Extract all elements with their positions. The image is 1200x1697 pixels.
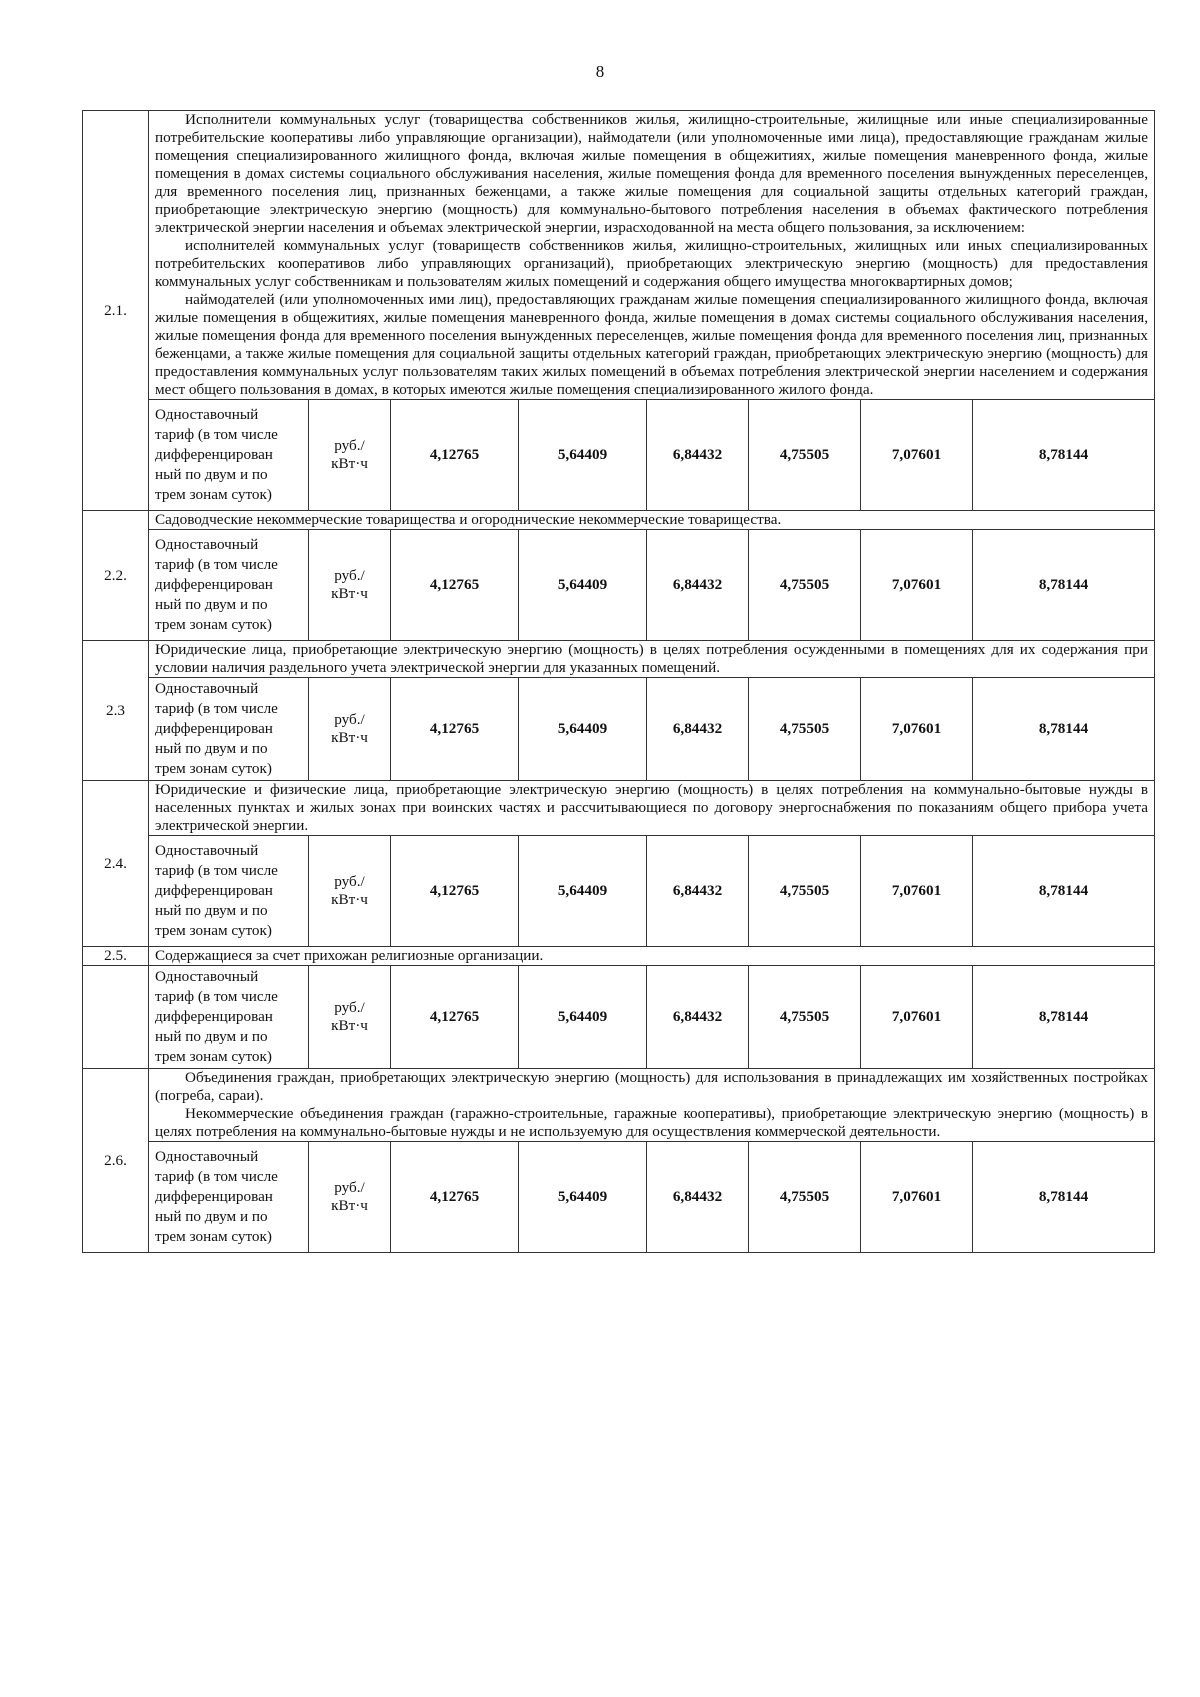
unit-line: кВт·ч <box>331 729 368 746</box>
tariff-value: 6,84432 <box>647 400 749 511</box>
tariff-name-line: тариф (в том числе <box>155 426 278 443</box>
unit <box>309 678 391 781</box>
tariff-name <box>149 836 309 947</box>
tariff-name-line: Одноставочный <box>155 968 259 985</box>
description-paragraph: исполнителей коммунальных услуг (товариществ собственников жилья, жилищно-строительных, жилищных или иных специализированных потребительских кооперативов либо управляющих организаций), приобретающих электрическую энергию (мощность) для предоставления коммунальных услуг собственникам и пользователям жилых помещений и содержания общего имущества многоквартирных домов; <box>155 237 1148 290</box>
tariff-value: 4,75505 <box>749 678 861 781</box>
tariff-value: 4,12765 <box>391 678 519 781</box>
section-description <box>149 1069 1155 1142</box>
tariff-value: 7,07601 <box>861 836 973 947</box>
description-paragraph: Объединения граждан, приобретающих электрическую энергию (мощность) для использования в принадлежащих им хозяйственных постройках (погреба, сараи). <box>155 1069 1148 1104</box>
section-description <box>149 947 1155 966</box>
tariff-value: 6,84432 <box>647 966 749 1069</box>
unit-line: руб./ <box>334 437 365 454</box>
tariff-value: 5,64409 <box>519 1142 647 1253</box>
tariff-name <box>149 1142 309 1253</box>
tariff-name-line: Одноставочный <box>155 406 259 423</box>
description-paragraph: Юридические и физические лица, приобретающие электрическую энергию (мощность) в целях потребления на коммунально-бытовые нужды в населенных пунктах и жилых зонах при воинских частях и рассчитывающиеся по договору энергоснабжения по показаниям общего прибора учета электрической энергии. <box>155 781 1148 834</box>
tariff-name-line: ный по двум и по <box>155 1028 268 1045</box>
tariff-value: 7,07601 <box>861 530 973 641</box>
tariff-value: 8,78144 <box>973 1142 1155 1253</box>
unit-line: кВт·ч <box>331 1017 368 1034</box>
tariff-name-line: Одноставочный <box>155 536 259 553</box>
unit-line: кВт·ч <box>331 891 368 908</box>
unit-line: руб./ <box>334 873 365 890</box>
description-paragraph: Садоводческие некоммерческие товарищества и огороднические некоммерческие товарищества. <box>155 511 782 528</box>
tariff-name-line: Одноставочный <box>155 680 259 697</box>
tariff-name-line: тариф (в том числе <box>155 1168 278 1185</box>
tariff-value: 7,07601 <box>861 678 973 781</box>
section-number: 2.1. <box>83 111 149 511</box>
tariff-value: 4,75505 <box>749 530 861 641</box>
tariff-name-line: трем зонам суток) <box>155 922 272 939</box>
unit-line: руб./ <box>334 711 365 728</box>
tariff-rate-row <box>83 966 1155 1069</box>
tariff-name-line: Одноставочный <box>155 842 259 859</box>
tariff-value: 4,75505 <box>749 1142 861 1253</box>
section-description-row <box>83 111 1155 400</box>
tariff-value: 4,75505 <box>749 836 861 947</box>
tariff-value: 5,64409 <box>519 400 647 511</box>
tariff-value: 4,75505 <box>749 966 861 1069</box>
tariff-value: 4,12765 <box>391 400 519 511</box>
tariff-name-line: трем зонам суток) <box>155 616 272 633</box>
tariff-name-line: Одноставочный <box>155 1148 259 1165</box>
tariff-value: 4,12765 <box>391 530 519 641</box>
tariff-name <box>149 400 309 511</box>
unit <box>309 1142 391 1253</box>
tariff-name-line: тариф (в том числе <box>155 988 278 1005</box>
section-number: 2.2. <box>83 511 149 641</box>
section-description-row <box>83 511 1155 530</box>
description-paragraph: Содержащиеся за счет прихожан религиозные организации. <box>155 947 544 964</box>
page-number: 8 <box>595 62 605 81</box>
tariff-rate-row <box>83 678 1155 781</box>
tariff-rate-row <box>83 400 1155 511</box>
section-description <box>149 511 1155 530</box>
description-paragraph: Некоммерческие объединения граждан (гаражно-строительные, гаражные кооперативы), приобретающие электрическую энергию (мощность) в целях потребления на коммунально-бытовые нужды и не используемую для осуществления коммерческой деятельности. <box>155 1105 1148 1140</box>
tariff-name-line: тариф (в том числе <box>155 700 278 717</box>
empty-number-cell <box>83 966 149 1069</box>
tariff-value: 5,64409 <box>519 966 647 1069</box>
section-number: 2.6. <box>83 1069 149 1253</box>
tariff-value: 6,84432 <box>647 1142 749 1253</box>
tariff-value: 8,78144 <box>973 678 1155 781</box>
unit <box>309 966 391 1069</box>
tariff-name-line: дифференцирован <box>155 1188 273 1205</box>
tariff-value: 8,78144 <box>973 966 1155 1069</box>
tariff-name-line: ный по двум и по <box>155 596 268 613</box>
unit-line: руб./ <box>334 999 365 1016</box>
tariff-value: 5,64409 <box>519 678 647 781</box>
unit <box>309 400 391 511</box>
section-number: 2.4. <box>83 781 149 947</box>
tariff-value: 6,84432 <box>647 678 749 781</box>
tariff-value: 7,07601 <box>861 966 973 1069</box>
tariff-value: 6,84432 <box>647 530 749 641</box>
tariff-value: 4,75505 <box>749 400 861 511</box>
tariff-value: 4,12765 <box>391 966 519 1069</box>
tariff-value: 7,07601 <box>861 400 973 511</box>
section-description-row <box>83 641 1155 678</box>
section-number: 2.5. <box>83 947 149 966</box>
tariff-rate-row <box>83 530 1155 641</box>
section-description <box>149 641 1155 678</box>
tariff-name-line: трем зонам суток) <box>155 1228 272 1245</box>
section-description <box>149 111 1155 400</box>
tariff-value: 4,12765 <box>391 836 519 947</box>
tariff-name-line: ный по двум и по <box>155 740 268 757</box>
tariff-value: 8,78144 <box>973 400 1155 511</box>
unit-line: кВт·ч <box>331 585 368 602</box>
description-paragraph: Исполнители коммунальных услуг (товарищества собственников жилья, жилищно-строительные, жилищные или иные специализированные потребительские кооперативы либо управляющие организации), наймодатели (или уполномоченные ими лица), предоставляющие гражданам жилые помещения специализированного жилищного фонда, включая жилые помещения в общежитиях, жилые помещения маневренного фонда, жилые помещения в домах системы социального обслуживания населения, жилые помещения фонда для временного поселения вынужденных переселенцев, для временного поселения лиц, признанных беженцами, а также жилые помещения для социальной защиты отдельных категорий граждан, приобретающие электрическую энергию (мощность) для коммунально-бытового потребления населения в объемах фактического потребления электрической энергии населения и объемах электрической энергии, израсходованной на места общего пользования, за исключением: <box>155 111 1148 236</box>
tariff-name-line: дифференцирован <box>155 576 273 593</box>
section-description-row <box>83 1069 1155 1142</box>
tariff-name <box>149 966 309 1069</box>
tariff-name-line: тариф (в том числе <box>155 556 278 573</box>
tariff-name-line: дифференцирован <box>155 720 273 737</box>
tariff-value: 4,12765 <box>391 1142 519 1253</box>
tariff-name-line: ный по двум и по <box>155 902 268 919</box>
unit-line: руб./ <box>334 1179 365 1196</box>
tariff-value: 5,64409 <box>519 530 647 641</box>
section-description-row <box>83 781 1155 836</box>
tariff-value: 5,64409 <box>519 836 647 947</box>
tariff-name-line: дифференцирован <box>155 1008 273 1025</box>
tariff-rate-row <box>83 836 1155 947</box>
tariff-name-line: ный по двум и по <box>155 466 268 483</box>
unit-line: кВт·ч <box>331 455 368 472</box>
tariff-value: 8,78144 <box>973 530 1155 641</box>
tariff-value: 8,78144 <box>973 836 1155 947</box>
description-paragraph: Юридические лица, приобретающие электрическую энергию (мощность) в целях потребления осужденными в помещениях для их содержания при условии наличия раздельного учета электрической энергии для указанных помещений. <box>155 641 1148 676</box>
section-description-row <box>83 947 1155 966</box>
section-number: 2.3 <box>83 641 149 781</box>
tariff-table <box>82 110 1155 1253</box>
tariff-name-line: тариф (в том числе <box>155 862 278 879</box>
tariff-name-line: ный по двум и по <box>155 1208 268 1225</box>
tariff-value: 6,84432 <box>647 836 749 947</box>
tariff-value: 7,07601 <box>861 1142 973 1253</box>
tariff-name-line: дифференцирован <box>155 882 273 899</box>
unit-line: руб./ <box>334 567 365 584</box>
tariff-name-line: трем зонам суток) <box>155 486 272 503</box>
tariff-name-line: трем зонам суток) <box>155 1048 272 1065</box>
description-paragraph: наймодателей (или уполномоченных ими лиц), предоставляющих гражданам жилые помещения специализированного жилищного фонда, включая жилые помещения в общежитиях, жилые помещения маневренного фонда, жилые помещения в домах системы социального обслуживания населения, жилые помещения фонда для временного поселения вынужденных переселенцев, жилые помещения фонда для временного поселения лиц, признанных беженцами, а также жилые помещения для социальной защиты отдельных категорий граждан, приобретающих электрическую энергию (мощность) для предоставления коммунальных услуг пользователям таких жилых помещений в объемах потребления электрической энергии населением и содержания мест общего пользования в домах, в которых имеются жилые помещения специализированного жилого фонда. <box>155 291 1148 398</box>
tariff-rate-row <box>83 1142 1155 1253</box>
tariff-name <box>149 678 309 781</box>
unit <box>309 836 391 947</box>
tariff-name-line: трем зонам суток) <box>155 760 272 777</box>
unit <box>309 530 391 641</box>
tariff-name <box>149 530 309 641</box>
unit-line: кВт·ч <box>331 1197 368 1214</box>
tariff-name-line: дифференцирован <box>155 446 273 463</box>
section-description <box>149 781 1155 836</box>
